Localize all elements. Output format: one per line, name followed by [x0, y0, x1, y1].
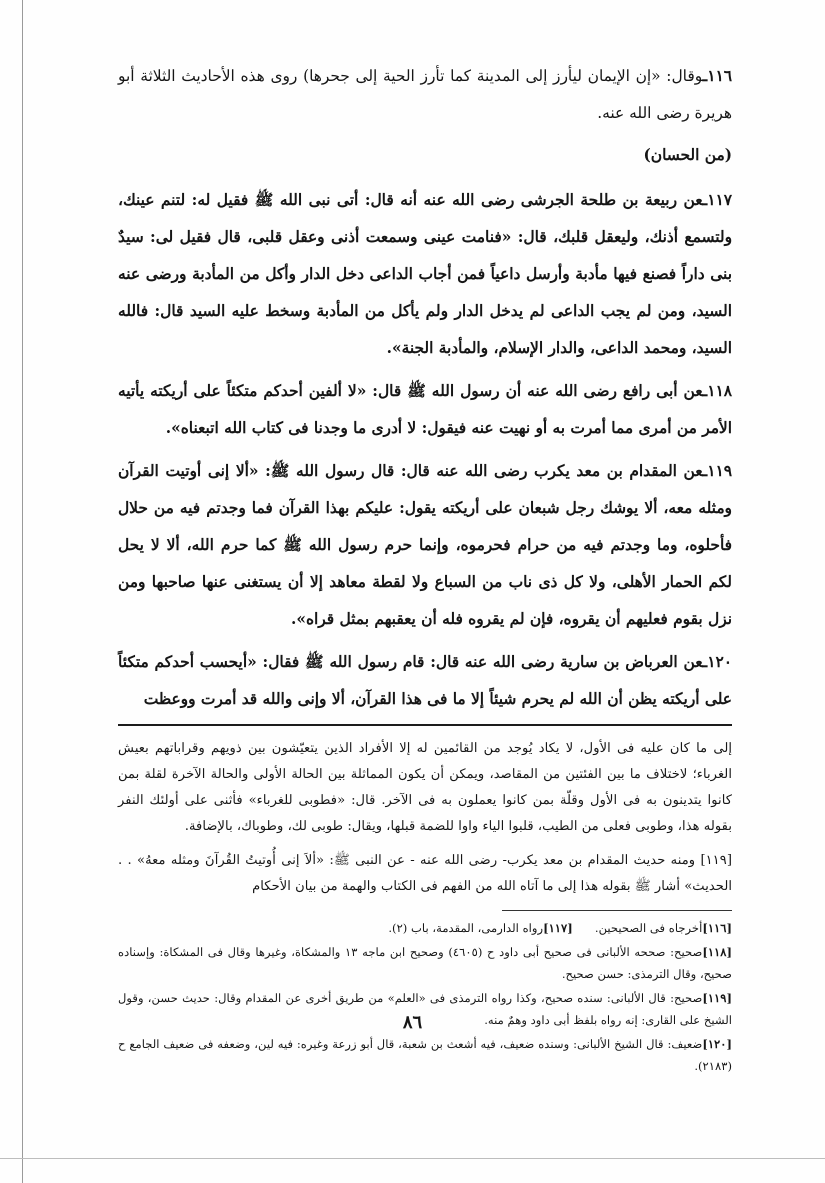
scan-edge-line: [22, 0, 23, 1183]
footnote-text: ضعيف: قال الشيخ الألبانى: وسنده ضعيف، فيه أشعث بن شعبة، قال أبو زرعة وغيره: فيه لين، وضعفه فى ضعيف الجامع ح (٢١٨٣).: [118, 1037, 732, 1073]
hadith-120: [118, 644, 732, 718]
footnote-tag: [١١٩]: [702, 991, 732, 1005]
hadith-text: وقال: «إن الإيمان ليأرز إلى المدينة كما تأرز الحية إلى جحرها) روى هذه الأحاديث الثلاثة أبو هريرة رضى الله عنه.: [118, 67, 732, 122]
hadith-118: [118, 373, 732, 447]
hadith-text: عن ربيعة بن طلحة الجرشى رضى الله عنه أنه قال: أتى نبى الله ﷺ فقيل له: لتنم عينك، ولتسمع أذنك، وليعقل قلبك، قال: «فنامت عينى وسمعت أذنى وعقل قلبى، قال فقيل لى: سيدٌ بنى داراً فصنع فيها مأدبة وأرسل داعياً فمن أجاب الداعى دخل الدار وأكل من المأدبة ورضى عنه السيد، ومن لم يجب الداعى لم يدخل الدار ولم يأكل من المأدبة وسخط عليه السيد قال: فالله السيد، ومحمد الداعى، والدار الإسلام، والمأدبة الجنة».: [118, 191, 732, 357]
footnote-tag: [١١٦]: [702, 921, 732, 935]
scan-bottom-line: [0, 1158, 825, 1159]
commentary-paragraph: [١١٩] ومنه حديث المقدام بن معد يكرب- رضى الله عنه - عن النبى ﷺ: «ألاَ إنى أُوتيتُ القُرآنَ ومثله معهُ» . . الحديث» أشار ﷺ بقوله هذا إلى ما آتاه الله من الفهم فى الكتاب والهمة من بيان الأحكام: [118, 853, 732, 894]
hadith-117: [118, 182, 732, 367]
footnote: [118, 941, 732, 985]
hadith-number: ١١٩ـ: [702, 462, 732, 480]
divider-line: [118, 724, 732, 726]
footnote-divider: [502, 910, 732, 911]
section-heading-hasan: (من الحسان): [643, 146, 732, 164]
footnote-tag: [١٢٠]: [702, 1037, 732, 1051]
hadith-text: عن المقدام بن معد يكرب رضى الله عنه قال: قال رسول الله ﷺ: «ألا إنى أوتيت القرآن ومثله معه، ألا يوشك رجل شبعان على أريكته يقول: عليكم بهذا القرآن فما وجدتم فيه من حلال فأحلوه، وما وجدتم فيه من حرام فحرموه، وإنما حرم رسول الله ﷺ كما حرم الله، ألا لا يحل لكم الحمار الأهلى، ولا كل ذى ناب من السباع ولا لقطة معاهد إلا أن يستغنى عنها صاحبها ومن نزل بقوم فعليهم أن يقروه، فإن لم يقروه فله أن يعقبهم بمثل قراه».: [118, 462, 732, 628]
hadith-number: ١٢٠ـ: [702, 653, 732, 671]
page-number: ٨٦: [402, 1012, 423, 1033]
footnote-tag: [١١٨]: [702, 945, 732, 959]
footnote-text: صحيح: قال الألبانى: سنده صحيح، وكذا رواه الترمذى فى «العلم» من طريق أخرى عن المقدام وقال: حديث حسن، وقول الشيخ على القارى: إنه رواه بلفظ أبى داود وهمٌ منه.: [118, 991, 732, 1027]
page-content: [118, 58, 732, 1079]
commentary-paragraph: إلى ما كان عليه فى الأول، لا يكاد يُوجد من القائمين له إلا الأفراد الذين يتعيّشون بين ذويهم وقراباتهم بعيش الغرباء؛ لاختلاف ما بين الفئتين من المقاصد، ويمكن أن يكون المماثلة بين الحالة الأولى والحالة الآخرة لقلة بمن كانوا يتدينون به فى الأول وقلّة بمن كانوا يعملون به فى الآخر. قال: «فطوبى للغرباء» فأثنى على أولئك النفر بقوله هذا، وطوبى فعلى من الطيب، قلبوا الياء واوا للضمة قبلها، ويقال: طوبى لك، وطوباك، بالإضافة.: [118, 741, 732, 834]
footnote-text: صحيح: صححه الألبانى فى صحيح أبى داود ح (٤٦٠٥) وصحيح ابن ماجه ١٣ والمشكاة، وغيرها وقال فى المشكاة: وإسناده صحيح، وقال الترمذى: حسن صحيح.: [118, 945, 732, 981]
footnote: [118, 917, 732, 939]
hadith-number: ١١٨ـ: [702, 382, 732, 400]
footnote: [118, 1033, 732, 1077]
hadith-119: [118, 453, 732, 638]
hadith-number: ١١٦ـ: [702, 67, 732, 85]
hadith-number: ١١٧ـ: [702, 191, 732, 209]
footnote-tag: [١١٧]: [543, 921, 573, 935]
hadith-116: [118, 58, 732, 132]
footnote-text: أخرجاه فى الصحيحين.: [594, 921, 703, 935]
hadith-text: عن أبى رافع رضى الله عنه أن رسول الله ﷺ قال: «لا ألفين أحدكم متكئاً على أريكته يأتيه الأمر من أمرى مما أمرت به أو نهيت عنه فيقول: لا أدرى ما وجدنا فى كتاب الله اتبعناه».: [118, 382, 732, 437]
footnote-text: رواه الدارمى، المقدمة، باب (٢).: [388, 921, 544, 935]
hadith-text: عن العرباض بن سارية رضى الله عنه قال: قام رسول الله ﷺ فقال: «أيحسب أحدكم متكئاً على أريكته يظن أن الله لم يحرم شيئاً إلا ما فى هذا القرآن، ألا وإنى والله قد أمرت ووعظت: [118, 653, 732, 708]
